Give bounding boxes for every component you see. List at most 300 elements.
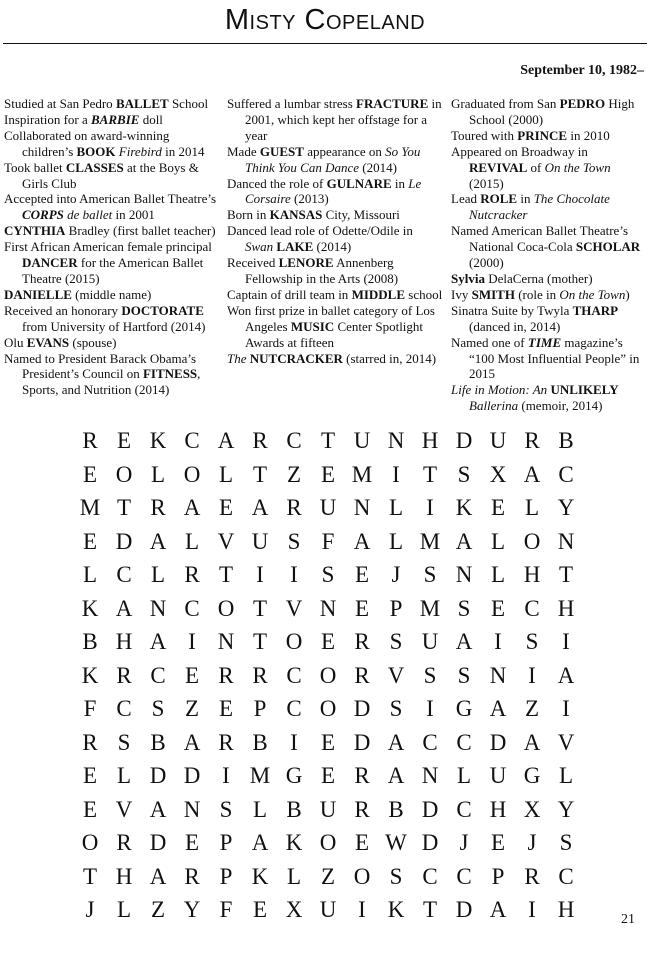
grid-row — [73, 893, 583, 927]
grid-cell: N — [489, 662, 507, 688]
grid-cell: O — [353, 863, 371, 889]
clue-text: Ivy — [451, 286, 472, 302]
clue-text: in 2010 — [567, 127, 610, 143]
clue-keyword: DANCER — [22, 255, 78, 271]
clue-keyword: NUTCRACKER — [249, 350, 343, 366]
grid-cell: E — [218, 495, 234, 520]
grid-cell: L — [388, 528, 404, 554]
clue-text: Named American Ballet Theatre’s National Coca-Cola — [451, 223, 628, 255]
grid-cell: R — [218, 662, 234, 688]
clue-text: Toured with — [451, 127, 518, 143]
grid-cell: X — [523, 796, 541, 822]
grid-cell: C — [456, 863, 472, 889]
clue-text: On the Town — [544, 159, 611, 175]
grid-cell: E — [320, 763, 336, 788]
grid-cell: R — [354, 796, 370, 822]
clue-keyword: BOOK — [76, 143, 116, 159]
clue-item — [451, 128, 648, 144]
grid-cell: R — [218, 729, 234, 755]
clue-item — [4, 351, 222, 399]
grid-cell: E — [320, 629, 336, 654]
grid-cell: U — [319, 495, 337, 520]
grid-cell: U — [319, 897, 337, 922]
clue-item — [4, 96, 222, 112]
grid-cell: T — [82, 863, 98, 889]
clue-text: Swan — [245, 239, 277, 255]
grid-cell: I — [290, 729, 298, 755]
grid-cell: M — [419, 528, 441, 554]
grid-cell: I — [528, 897, 536, 922]
grid-cell: I — [494, 629, 502, 654]
grid-cell: L — [524, 495, 540, 520]
clue-item — [4, 303, 222, 335]
clue-item — [227, 96, 443, 144]
grid-cell: J — [85, 897, 95, 922]
grid-cell: S — [457, 662, 471, 688]
grid-cell: F — [83, 696, 97, 721]
grid-cell: U — [489, 428, 507, 453]
grid-cell: G — [523, 763, 541, 788]
clue-text: for the American Ballet Theatre (2015) — [22, 255, 204, 286]
clue-text: Received — [227, 255, 279, 271]
clue-text: from University of Hartford (2014) — [22, 318, 206, 334]
grid-cell: Y — [557, 495, 575, 520]
grid-cell: V — [285, 595, 303, 621]
clue-keyword — [91, 112, 139, 127]
grid-cell: T — [558, 562, 574, 587]
clue-item — [4, 128, 222, 160]
grid-row — [73, 558, 583, 592]
grid-cell: N — [183, 796, 201, 822]
clue-text: Life in Motion: An — [451, 382, 551, 398]
grid-cell: N — [387, 428, 405, 453]
clue-item — [227, 144, 443, 176]
grid-cell: C — [422, 729, 438, 755]
grid-cell: K — [387, 897, 405, 922]
clue-text: in — [391, 175, 409, 191]
grid-cell: W — [385, 830, 407, 855]
clue-item — [451, 382, 648, 414]
grid-cell: A — [489, 897, 507, 922]
grid-cell: A — [183, 495, 201, 520]
clue-keyword — [528, 335, 561, 350]
clue-text: CORPS — [22, 207, 64, 223]
grid-cell: P — [389, 595, 403, 621]
clue-item — [451, 96, 648, 128]
grid-cell: E — [184, 830, 200, 855]
grid-cell: E — [320, 729, 336, 755]
clue-text: Suffered a lumbar stress — [227, 96, 357, 111]
grid-cell: R — [524, 428, 540, 453]
grid-cell: L — [490, 562, 506, 587]
grid-cell: T — [252, 595, 268, 621]
grid-cell: R — [116, 830, 132, 855]
clue-text: (2013) — [290, 191, 329, 207]
grid-row — [73, 692, 583, 726]
grid-row — [73, 826, 583, 860]
grid-cell: E — [490, 595, 506, 621]
grid-cell: H — [421, 428, 439, 453]
grid-cell: C — [184, 595, 200, 621]
clue-item — [4, 335, 222, 351]
clue-text: (danced in, 2014) — [469, 318, 561, 334]
clue-keyword: SMITH — [471, 286, 515, 302]
clue-column-3 — [451, 96, 648, 414]
clue-keyword: SCHOLAR — [575, 239, 641, 255]
grid-cell: E — [82, 763, 98, 788]
grid-cell: R — [184, 863, 200, 889]
clue-item — [4, 239, 222, 287]
grid-cell: S — [525, 629, 539, 654]
clue-item — [227, 207, 443, 223]
grid-cell: O — [319, 830, 337, 855]
grid-cell: E — [320, 461, 336, 487]
grid-cell: R — [184, 562, 200, 587]
title-divider — [3, 43, 647, 44]
grid-cell: N — [557, 528, 575, 554]
grid-cell: M — [351, 461, 373, 487]
grid-cell: O — [319, 662, 337, 688]
clue-item — [227, 287, 443, 303]
clue-text: in — [517, 191, 534, 207]
grid-cell: B — [82, 629, 98, 654]
grid-cell: G — [455, 696, 473, 721]
grid-cell: O — [81, 830, 99, 855]
grid-cell: A — [149, 528, 167, 554]
grid-cell: A — [523, 461, 541, 487]
clue-text: So You Think You Can Dance — [245, 143, 421, 175]
clue-item — [4, 160, 222, 192]
clue-keyword: DOCTORATE — [121, 302, 204, 318]
grid-cell: J — [459, 830, 469, 855]
clue-item — [451, 271, 648, 287]
grid-cell: D — [183, 763, 201, 788]
clue-keyword: GUEST — [259, 143, 304, 159]
clue-text: doll — [139, 111, 163, 127]
grid-cell: Z — [184, 696, 200, 721]
grid-cell: R — [354, 763, 370, 788]
clue-keyword: PEDRO — [559, 96, 606, 111]
clue-keyword: FRACTURE — [356, 96, 429, 111]
grid-cell: A — [455, 629, 473, 654]
grid-cell: U — [251, 528, 269, 554]
grid-cell: O — [217, 595, 235, 621]
grid-cell: I — [256, 562, 264, 587]
grid-cell: S — [151, 696, 165, 721]
grid-cell: M — [249, 763, 271, 788]
grid-cell: L — [184, 528, 200, 554]
grid-cell: H — [115, 863, 133, 889]
clue-item — [4, 112, 222, 128]
clue-text: (2000) — [469, 255, 504, 271]
grid-cell: A — [115, 595, 133, 621]
clue-text: Named one of — [451, 334, 528, 350]
grid-row — [73, 424, 583, 458]
grid-cell: Z — [320, 863, 336, 889]
clue-item — [4, 287, 222, 303]
grid-cell: E — [252, 897, 268, 922]
grid-cell: K — [285, 830, 303, 855]
grid-cell: A — [217, 428, 235, 453]
clue-text: On the Town — [559, 286, 626, 302]
grid-cell: B — [286, 796, 302, 822]
clue-text: Bradley (first ballet teacher) — [65, 223, 216, 239]
grid-cell: I — [528, 662, 536, 688]
clue-keyword: Sylvia — [451, 270, 485, 286]
clue-column-1 — [4, 96, 222, 398]
clue-text: DelaCerna (mother) — [484, 270, 593, 286]
grid-cell: E — [490, 830, 506, 855]
grid-cell: X — [489, 461, 507, 487]
clue-text: Born in — [227, 207, 270, 223]
grid-cell: U — [319, 796, 337, 822]
grid-cell: N — [319, 595, 337, 621]
grid-cell: L — [116, 763, 132, 788]
clue-text: First African American female principal — [4, 239, 212, 255]
clue-text: Appeared on Broadway in — [451, 143, 588, 159]
clue-text: in 2014 — [161, 143, 205, 159]
grid-cell: N — [421, 763, 439, 788]
grid-cell: S — [389, 863, 403, 889]
clue-text: TIME — [527, 334, 562, 350]
grid-cell: I — [290, 562, 298, 587]
grid-cell: A — [149, 863, 167, 889]
grid-cell: L — [490, 528, 506, 554]
grid-cell: T — [116, 495, 132, 520]
clue-text: Olu — [4, 334, 27, 350]
grid-cell: R — [354, 662, 370, 688]
clue-text: Accepted into American Ballet Theatre’s — [4, 191, 217, 207]
clue-text: in 2001 — [112, 207, 155, 223]
grid-cell: D — [489, 729, 507, 755]
clue-item — [227, 351, 443, 367]
grid-cell: U — [489, 763, 507, 788]
grid-cell: S — [457, 461, 471, 487]
grid-cell: I — [426, 495, 434, 520]
grid-cell: H — [115, 629, 133, 654]
grid-row — [73, 525, 583, 559]
clue-text: de ballet — [63, 207, 113, 223]
grid-cell: A — [557, 662, 575, 688]
grid-cell: K — [81, 595, 99, 621]
grid-cell: L — [150, 562, 166, 587]
grid-cell: C — [286, 662, 302, 688]
clue-text: The — [227, 350, 250, 366]
clue-text: High School (2000) — [469, 96, 635, 127]
clue-text: School — [168, 96, 209, 111]
clue-text: (memoir, 2014) — [518, 398, 603, 414]
clue-item — [4, 223, 222, 239]
grid-cell: L — [150, 461, 166, 487]
clue-keyword: KANSAS — [269, 207, 323, 223]
clue-text: (spouse) — [69, 334, 117, 350]
grid-cell: S — [287, 528, 301, 554]
clue-text: Captain of drill team in — [227, 286, 352, 302]
grid-cell: L — [82, 562, 98, 587]
clue-text: Lead — [451, 191, 481, 207]
grid-cell: T — [252, 461, 268, 487]
clue-item — [451, 335, 648, 383]
grid-cell: P — [491, 863, 505, 889]
clue-text: in 2001, which kept her offstage for a year — [245, 96, 442, 143]
clue-text: ) — [625, 286, 630, 302]
grid-cell: D — [421, 830, 439, 855]
grid-cell: L — [252, 796, 268, 822]
grid-cell: E — [184, 662, 200, 688]
grid-cell: R — [286, 495, 302, 520]
grid-cell: I — [358, 897, 366, 922]
grid-cell: C — [558, 863, 574, 889]
grid-cell: O — [115, 461, 133, 487]
grid-cell: P — [219, 830, 233, 855]
clue-keyword: EVANS — [26, 334, 70, 350]
clue-text: Firebird — [118, 143, 162, 159]
grid-cell: L — [218, 461, 234, 487]
grid-cell: E — [354, 595, 370, 621]
grid-cell: R — [252, 428, 268, 453]
grid-cell: E — [116, 428, 132, 453]
grid-cell: Z — [150, 897, 166, 922]
clue-item — [451, 144, 648, 192]
grid-cell: H — [523, 562, 541, 587]
clue-keyword: CYNTHIA — [4, 223, 66, 239]
clue-item — [451, 287, 648, 303]
grid-cell: J — [527, 830, 537, 855]
grid-row — [73, 759, 583, 793]
grid-cell: V — [115, 796, 133, 822]
clue-item — [227, 303, 443, 351]
grid-cell: B — [388, 796, 404, 822]
grid-cell: V — [217, 528, 235, 554]
grid-cell: A — [353, 528, 371, 554]
grid-cell: M — [79, 495, 101, 520]
grid-cell: P — [253, 696, 267, 721]
grid-cell: T — [252, 629, 268, 654]
grid-cell: H — [557, 897, 575, 922]
grid-row — [73, 458, 583, 492]
grid-cell: A — [387, 729, 405, 755]
clue-text: Studied at San Pedro — [4, 96, 116, 111]
grid-cell: I — [188, 629, 196, 654]
clue-keyword: LAKE — [276, 239, 314, 255]
clue-keyword: LENORE — [278, 255, 334, 271]
grid-cell: H — [557, 595, 575, 621]
clue-text: at the Boys & Girls Club — [22, 159, 199, 191]
grid-row — [73, 592, 583, 626]
clue-text: Took ballet — [4, 159, 66, 175]
clue-text: BARBIE — [91, 111, 140, 127]
grid-cell: S — [389, 629, 403, 654]
grid-cell: C — [116, 696, 132, 721]
grid-cell: E — [82, 461, 98, 487]
clue-item — [227, 223, 443, 255]
clue-keyword: PRINCE — [517, 127, 568, 143]
grid-cell: P — [219, 863, 233, 889]
grid-cell: R — [252, 662, 268, 688]
grid-cell: C — [456, 729, 472, 755]
clue-text: (2014) — [313, 239, 352, 255]
grid-row — [73, 726, 583, 760]
clue-keyword: MUSIC — [290, 318, 335, 334]
grid-cell: E — [354, 562, 370, 587]
grid-cell: C — [422, 863, 438, 889]
grid-cell: L — [388, 495, 404, 520]
grid-cell: E — [218, 696, 234, 721]
clue-keyword: CLASSES — [65, 159, 124, 175]
grid-cell: D — [455, 897, 473, 922]
clue-keyword: THARP — [572, 302, 619, 318]
clue-item — [451, 223, 648, 271]
grid-cell: L — [558, 763, 574, 788]
grid-cell: T — [422, 897, 438, 922]
grid-cell: B — [252, 729, 268, 755]
grid-cell: S — [389, 696, 403, 721]
clue-text: (starred in, 2014) — [342, 350, 437, 366]
grid-cell: S — [559, 830, 573, 855]
grid-cell: U — [353, 428, 371, 453]
grid-cell: A — [523, 729, 541, 755]
grid-cell: A — [251, 495, 269, 520]
grid-cell: A — [149, 629, 167, 654]
grid-cell: H — [489, 796, 507, 822]
grid-row — [73, 625, 583, 659]
grid-cell: X — [285, 897, 303, 922]
clue-text: Danced lead role of Odette/Odile in — [227, 223, 413, 239]
grid-cell: N — [353, 495, 371, 520]
grid-cell: D — [353, 696, 371, 721]
clue-keyword: ROLE — [480, 191, 518, 207]
clue-text: Ballerina — [469, 398, 519, 414]
grid-cell: B — [150, 729, 166, 755]
grid-cell: K — [81, 662, 99, 688]
grid-cell: D — [149, 830, 167, 855]
grid-cell: K — [251, 863, 269, 889]
grid-cell: U — [421, 629, 439, 654]
grid-cell: Z — [286, 461, 302, 487]
grid-cell: E — [82, 528, 98, 554]
grid-cell: I — [426, 696, 434, 721]
clue-text: , Sports, and Nutrition (2014) — [22, 366, 201, 398]
clue-item — [451, 191, 648, 223]
grid-cell: N — [149, 595, 167, 621]
clue-text: school — [405, 286, 443, 302]
grid-cell: D — [115, 528, 133, 554]
grid-cell: D — [421, 796, 439, 822]
grid-cell: C — [184, 428, 200, 453]
grid-cell: S — [423, 562, 437, 587]
grid-cell: Y — [557, 796, 575, 822]
clue-text: (2014) — [359, 159, 397, 175]
grid-cell: N — [455, 562, 473, 587]
clue-item — [4, 191, 222, 223]
grid-row — [73, 491, 583, 525]
grid-cell: N — [217, 629, 235, 654]
grid-cell: Y — [183, 897, 201, 922]
grid-row — [73, 659, 583, 693]
grid-cell: I — [222, 763, 230, 788]
clue-text: The Chocolate Nutcracker — [469, 191, 610, 223]
clue-text: (2015) — [469, 175, 504, 191]
page-title: Misty Copeland — [224, 4, 426, 36]
grid-cell: C — [286, 696, 302, 721]
grid-cell: C — [286, 428, 302, 453]
grid-cell: D — [149, 763, 167, 788]
grid-cell: R — [150, 495, 166, 520]
grid-cell: D — [455, 428, 473, 453]
clue-keyword: REVIVAL — [469, 159, 528, 175]
grid-row — [73, 860, 583, 894]
grid-cell: C — [558, 461, 574, 487]
